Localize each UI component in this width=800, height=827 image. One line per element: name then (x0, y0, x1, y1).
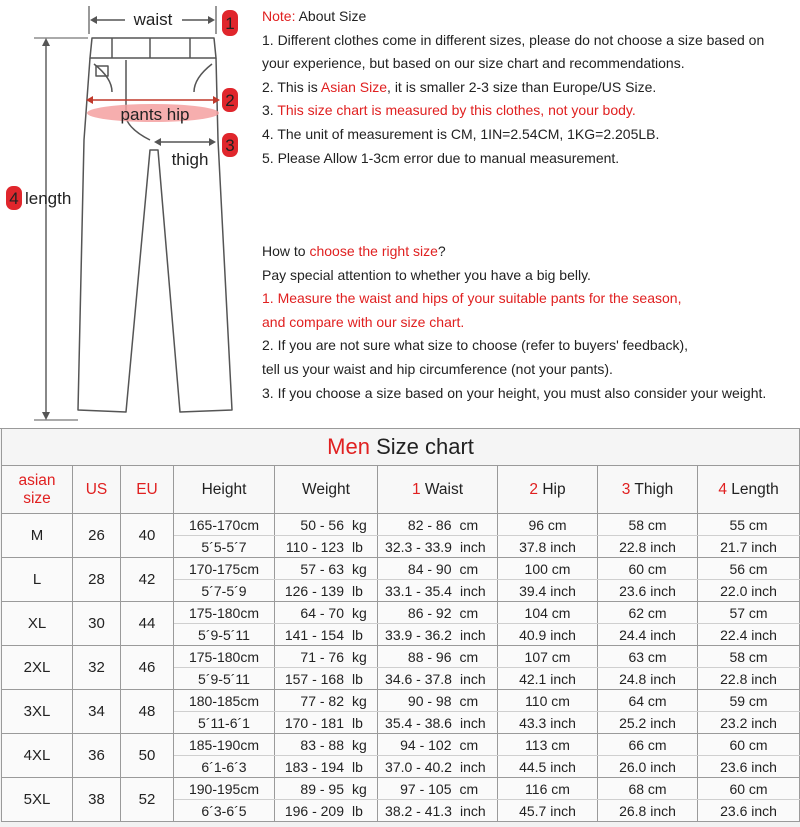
length-cm: 59 cm (698, 690, 800, 712)
svg-text:3: 3 (225, 136, 235, 155)
thigh-inch: 24.4 inch (598, 624, 698, 646)
length-inch: 22.0 inch (698, 580, 800, 602)
weight-lb-unit: lb (352, 714, 363, 731)
header-waist: 1 Waist (378, 466, 498, 514)
weight-kg-value: 71 - 76 (300, 648, 344, 665)
weight-kg (275, 602, 378, 624)
height-ft: 6´3-6´5 (174, 800, 275, 822)
choose-line-1: Pay special attention to whether you have a big belly. (262, 266, 591, 283)
choose-size-guide (262, 240, 766, 405)
height-ft: 5´11-6´1 (174, 712, 275, 734)
waist-inch-value: 34.6 - 37.8 (385, 670, 452, 687)
choose-question: How to choose the right size? (262, 243, 446, 259)
note-2: 2. This is Asian Size, it is smaller 2-3 size than Europe/US Size. (262, 78, 657, 95)
length-cm: 60 cm (698, 778, 800, 800)
marker-3-icon (222, 133, 238, 157)
thigh-inch: 24.8 inch (598, 668, 698, 690)
waist-inch-unit: inch (459, 714, 486, 731)
waist-inch-value: 37.0 - 40.2 (385, 758, 452, 775)
marker-2-icon (222, 88, 238, 112)
height-cm: 185-190cm (174, 734, 275, 756)
weight-lb-unit: lb (352, 538, 363, 555)
weight-lb (275, 712, 378, 734)
weight-lb-unit: lb (352, 670, 363, 687)
length-inch: 22.4 inch (698, 624, 800, 646)
thigh-inch: 23.6 inch (598, 580, 698, 602)
weight-kg-value: 89 - 95 (300, 780, 344, 797)
weight-kg (275, 646, 378, 668)
weight-lb-value: 110 - 123 (285, 538, 344, 555)
us-size: 30 (73, 602, 121, 646)
waist-inch (378, 756, 498, 778)
height-ft: 5´9-5´11 (174, 624, 275, 646)
size-chart-table (1, 429, 800, 822)
size-label: XL (2, 602, 73, 646)
waist-cm (378, 734, 498, 756)
waist-cm-unit: cm (459, 560, 479, 577)
table-row (2, 558, 800, 580)
waist-cm-value: 86 - 92 (407, 604, 452, 621)
length-label: length (25, 189, 72, 208)
waist-inch-unit: inch (459, 538, 486, 555)
weight-kg-value: 83 - 88 (300, 736, 344, 753)
waist-inch-unit: inch (459, 626, 486, 643)
length-cm: 60 cm (698, 734, 800, 756)
waist-cm (378, 646, 498, 668)
thigh-inch: 26.8 inch (598, 800, 698, 822)
waist-cm (378, 514, 498, 536)
marker-4-icon (6, 186, 22, 210)
choose-line-3: and compare with our size chart. (262, 313, 465, 330)
table-row (2, 602, 800, 624)
us-size: 32 (73, 646, 121, 690)
table-row (2, 646, 800, 668)
waist-inch (378, 668, 498, 690)
waist-inch-value: 32.3 - 33.9 (385, 538, 452, 555)
note-4: 4. The unit of measurement is CM, 1IN=2.54CM, 1KG=2.205LB. (262, 125, 660, 142)
choose-line-6: 3. If you choose a size based on your height, you must also consider your weight. (262, 384, 767, 401)
weight-kg (275, 690, 378, 712)
waist-cm-unit: cm (459, 736, 479, 753)
thigh-inch: 26.0 inch (598, 756, 698, 778)
thigh-inch: 25.2 inch (598, 712, 698, 734)
header-hip: 2 Hip (498, 466, 598, 514)
note-1b: your experience, but based on our size chart and recommendations. (262, 55, 685, 72)
weight-lb-value: 141 - 154 (284, 626, 344, 643)
svg-text:4: 4 (9, 189, 19, 208)
chart-header-row (2, 466, 800, 514)
weight-kg (275, 514, 378, 536)
hip-inch: 45.7 inch (498, 800, 598, 822)
header-asian-size: asian size (2, 466, 73, 514)
pants-hip-label: pants hip (120, 105, 190, 124)
weight-kg-value: 64 - 70 (300, 604, 344, 621)
waist-cm-unit: cm (459, 604, 479, 621)
eu-size: 46 (121, 646, 174, 690)
eu-size: 50 (121, 734, 174, 778)
length-inch: 23.2 inch (698, 712, 800, 734)
thigh-cm: 62 cm (598, 602, 698, 624)
size-label: 2XL (2, 646, 73, 690)
waist-inch-value: 33.9 - 36.2 (385, 626, 452, 643)
waist-inch (378, 800, 498, 822)
height-ft: 5´9-5´11 (174, 668, 275, 690)
height-cm: 180-185cm (174, 690, 275, 712)
svg-text:1: 1 (225, 14, 235, 33)
weight-lb-value: 157 - 168 (284, 670, 344, 687)
waist-cm-value: 90 - 98 (407, 692, 452, 709)
waist-cm-unit: cm (459, 516, 479, 533)
weight-lb-value: 183 - 194 (284, 758, 344, 775)
hip-cm: 100 cm (498, 558, 598, 580)
waist-cm (378, 558, 498, 580)
size-chart (0, 428, 800, 827)
weight-lb-value: 196 - 209 (284, 802, 344, 819)
weight-lb (275, 800, 378, 822)
header-height: Height (174, 466, 275, 514)
about-size-notes (262, 5, 764, 170)
thigh-inch: 22.8 inch (598, 536, 698, 558)
weight-lb-value: 126 - 139 (284, 582, 344, 599)
height-cm: 170-175cm (174, 558, 275, 580)
waist-inch-unit: inch (459, 802, 486, 819)
eu-size: 52 (121, 778, 174, 822)
choose-line-4: 2. If you are not sure what size to choose (refer to buyers' feedback), (262, 337, 689, 354)
note-5: 5. Please Allow 1-3cm error due to manual measurement. (262, 149, 620, 166)
waist-inch (378, 536, 498, 558)
weight-kg-unit: kg (352, 516, 367, 533)
weight-lb-value: 170 - 181 (284, 714, 344, 731)
waist-cm-unit: cm (459, 692, 479, 709)
pants-measurement-diagram (0, 0, 250, 428)
table-row (2, 690, 800, 712)
size-label: 4XL (2, 734, 73, 778)
choose-line-2: 1. Measure the waist and hips of your suitable pants for the season, (262, 290, 682, 307)
weight-kg (275, 778, 378, 800)
weight-kg (275, 558, 378, 580)
waist-cm (378, 690, 498, 712)
thigh-cm: 60 cm (598, 558, 698, 580)
weight-kg-unit: kg (352, 692, 367, 709)
weight-kg-value: 77 - 82 (300, 692, 344, 709)
hip-inch: 40.9 inch (498, 624, 598, 646)
hip-inch: 42.1 inch (498, 668, 598, 690)
waist-label: waist (133, 10, 173, 29)
weight-kg-unit: kg (352, 648, 367, 665)
weight-lb (275, 536, 378, 558)
hip-cm: 110 cm (498, 690, 598, 712)
us-size: 34 (73, 690, 121, 734)
length-cm: 57 cm (698, 602, 800, 624)
svg-text:2: 2 (225, 91, 235, 110)
waist-cm-value: 82 - 86 (407, 516, 452, 533)
header-thigh: 3 Thigh (598, 466, 698, 514)
note-title: Note: About Size (262, 8, 367, 24)
header-length: 4 Length (698, 466, 800, 514)
marker-1-icon (222, 10, 238, 36)
weight-lb-unit: lb (352, 626, 363, 643)
waist-cm-value: 94 - 102 (400, 736, 452, 753)
hip-inch: 43.3 inch (498, 712, 598, 734)
header-us: US (73, 466, 121, 514)
us-size: 38 (73, 778, 121, 822)
weight-lb-unit: lb (352, 758, 363, 775)
length-inch: 23.6 inch (698, 800, 800, 822)
hip-cm: 96 cm (498, 514, 598, 536)
thigh-cm: 66 cm (598, 734, 698, 756)
height-ft: 5´5-5´7 (174, 536, 275, 558)
hip-inch: 37.8 inch (498, 536, 598, 558)
waist-inch (378, 624, 498, 646)
height-cm: 190-195cm (174, 778, 275, 800)
size-label: M (2, 514, 73, 558)
note-1a: 1. Different clothes come in different sizes, please do not choose a size based on (262, 31, 765, 48)
hip-cm: 107 cm (498, 646, 598, 668)
waist-inch-value: 38.2 - 41.3 (385, 802, 452, 819)
height-ft: 5´7-5´9 (174, 580, 275, 602)
length-cm: 56 cm (698, 558, 800, 580)
eu-size: 40 (121, 514, 174, 558)
eu-size: 44 (121, 602, 174, 646)
waist-cm-value: 84 - 90 (407, 560, 452, 577)
waist-inch-value: 33.1 - 35.4 (385, 582, 452, 599)
length-inch: 23.6 inch (698, 756, 800, 778)
eu-size: 48 (121, 690, 174, 734)
weight-lb (275, 668, 378, 690)
height-cm: 175-180cm (174, 602, 275, 624)
us-size: 26 (73, 514, 121, 558)
table-row (2, 778, 800, 800)
waist-inch (378, 712, 498, 734)
weight-kg-value: 57 - 63 (300, 560, 344, 577)
size-label: 3XL (2, 690, 73, 734)
us-size: 28 (73, 558, 121, 602)
hip-cm: 116 cm (498, 778, 598, 800)
weight-kg-unit: kg (352, 604, 367, 621)
thigh-cm: 64 cm (598, 690, 698, 712)
weight-kg-value: 50 - 56 (300, 516, 344, 533)
weight-lb-unit: lb (352, 582, 363, 599)
length-inch: 22.8 inch (698, 668, 800, 690)
size-label: L (2, 558, 73, 602)
weight-kg-unit: kg (352, 736, 367, 753)
header-weight: Weight (275, 466, 378, 514)
us-size: 36 (73, 734, 121, 778)
weight-kg-unit: kg (352, 780, 367, 797)
weight-lb (275, 580, 378, 602)
thigh-cm: 58 cm (598, 514, 698, 536)
eu-size: 42 (121, 558, 174, 602)
size-rows (2, 514, 800, 822)
waist-cm-unit: cm (459, 648, 479, 665)
chart-title-row (2, 429, 800, 466)
chart-title: Men Size chart (2, 429, 800, 466)
waist-inch-value: 35.4 - 38.6 (385, 714, 452, 731)
waist-cm (378, 602, 498, 624)
length-cm: 58 cm (698, 646, 800, 668)
size-label: 5XL (2, 778, 73, 822)
waist-cm-value: 97 - 105 (400, 780, 452, 797)
table-row (2, 514, 800, 536)
height-ft: 6´1-6´3 (174, 756, 275, 778)
header-eu: EU (121, 466, 174, 514)
length-inch: 21.7 inch (698, 536, 800, 558)
note-3: 3. This size chart is measured by this clothes, not your body. (262, 102, 636, 119)
weight-lb (275, 756, 378, 778)
hip-cm: 113 cm (498, 734, 598, 756)
hip-cm: 104 cm (498, 602, 598, 624)
weight-lb-unit: lb (352, 802, 363, 819)
weight-kg (275, 734, 378, 756)
waist-inch-unit: inch (459, 758, 486, 775)
height-cm: 165-170cm (174, 514, 275, 536)
weight-kg-unit: kg (352, 560, 367, 577)
table-row (2, 734, 800, 756)
weight-lb (275, 624, 378, 646)
hip-inch: 44.5 inch (498, 756, 598, 778)
waist-inch-unit: inch (459, 670, 486, 687)
height-cm: 175-180cm (174, 646, 275, 668)
thigh-label: thigh (171, 150, 209, 169)
waist-inch-unit: inch (459, 582, 486, 599)
hip-inch: 39.4 inch (498, 580, 598, 602)
waist-cm (378, 778, 498, 800)
waist-cm-value: 88 - 96 (407, 648, 452, 665)
thigh-cm: 63 cm (598, 646, 698, 668)
waist-inch (378, 580, 498, 602)
length-cm: 55 cm (698, 514, 800, 536)
waist-cm-unit: cm (459, 780, 479, 797)
thigh-cm: 68 cm (598, 778, 698, 800)
choose-line-5: tell us your waist and hip circumference (not your pants). (262, 360, 613, 377)
